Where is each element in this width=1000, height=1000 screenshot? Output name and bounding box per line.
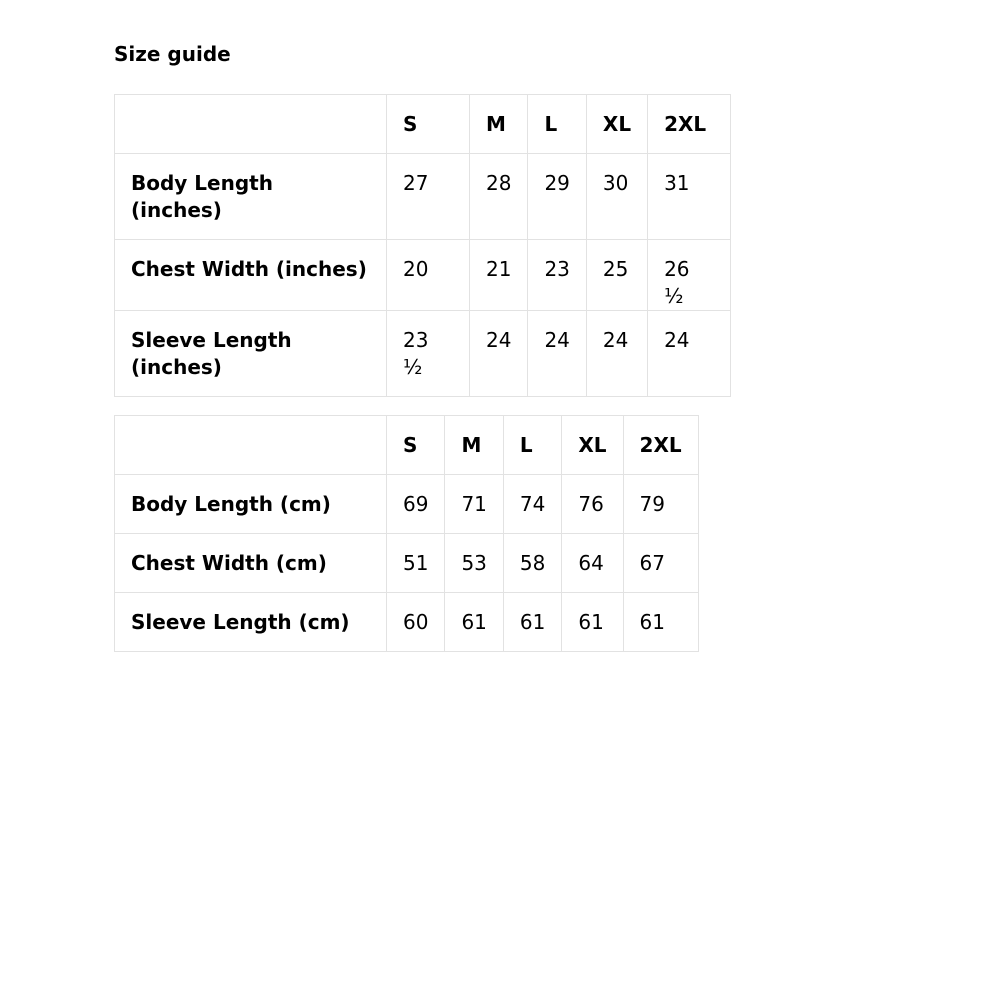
table-row: [115, 475, 699, 534]
header-cell-xl: XL: [562, 416, 623, 475]
table-cell: 23: [528, 240, 586, 311]
row-label: Sleeve Length (inches): [115, 311, 387, 397]
table-cell: 60: [387, 593, 445, 652]
header-cell-2xl: 2XL: [648, 95, 731, 154]
table-header-row: [115, 416, 699, 475]
header-cell-s: S: [387, 416, 445, 475]
table-cell: 61: [445, 593, 503, 652]
size-table-cm: [114, 415, 699, 652]
table-cell: 28: [470, 154, 528, 240]
table-cell: 30: [586, 154, 647, 240]
table-cell: 24: [528, 311, 586, 397]
table-cell: 26 ½: [648, 240, 731, 311]
table-cell: 71: [445, 475, 503, 534]
table-cell: 53: [445, 534, 503, 593]
table-cell: 31: [648, 154, 731, 240]
header-cell-xl: XL: [586, 95, 647, 154]
header-cell-2xl: 2XL: [623, 416, 698, 475]
table-cell: 61: [562, 593, 623, 652]
table-cell: 25: [586, 240, 647, 311]
table-header-row: [115, 95, 731, 154]
table-cell: 61: [623, 593, 698, 652]
table-cell: 21: [470, 240, 528, 311]
header-cell-empty: [115, 95, 387, 154]
table-cell: 27: [387, 154, 470, 240]
header-cell-m: M: [470, 95, 528, 154]
table-cell: 74: [503, 475, 561, 534]
table-cell: 23 ½: [387, 311, 470, 397]
table-cell: 24: [470, 311, 528, 397]
table-cell: 24: [648, 311, 731, 397]
header-cell-empty: [115, 416, 387, 475]
table-row: [115, 311, 731, 397]
row-label: Sleeve Length (cm): [115, 593, 387, 652]
table-cell: 29: [528, 154, 586, 240]
table-cell: 58: [503, 534, 561, 593]
row-label: Chest Width (inches): [115, 240, 387, 311]
header-cell-l: L: [503, 416, 561, 475]
header-cell-l: L: [528, 95, 586, 154]
header-cell-m: M: [445, 416, 503, 475]
table-cell: 67: [623, 534, 698, 593]
table-row: [115, 240, 731, 311]
size-table-inches: [114, 94, 731, 397]
row-label: Chest Width (cm): [115, 534, 387, 593]
table-row: [115, 593, 699, 652]
table-cell: 20: [387, 240, 470, 311]
table-cell: 76: [562, 475, 623, 534]
table-cell: 24: [586, 311, 647, 397]
table-cell: 51: [387, 534, 445, 593]
table-cell: 64: [562, 534, 623, 593]
table-row: [115, 534, 699, 593]
table-cell: 61: [503, 593, 561, 652]
table-row: [115, 154, 731, 240]
table-cell: 79: [623, 475, 698, 534]
row-label: Body Length (inches): [115, 154, 387, 240]
table-cell: 69: [387, 475, 445, 534]
header-cell-s: S: [387, 95, 470, 154]
page-title: Size guide: [114, 42, 231, 66]
row-label: Body Length (cm): [115, 475, 387, 534]
